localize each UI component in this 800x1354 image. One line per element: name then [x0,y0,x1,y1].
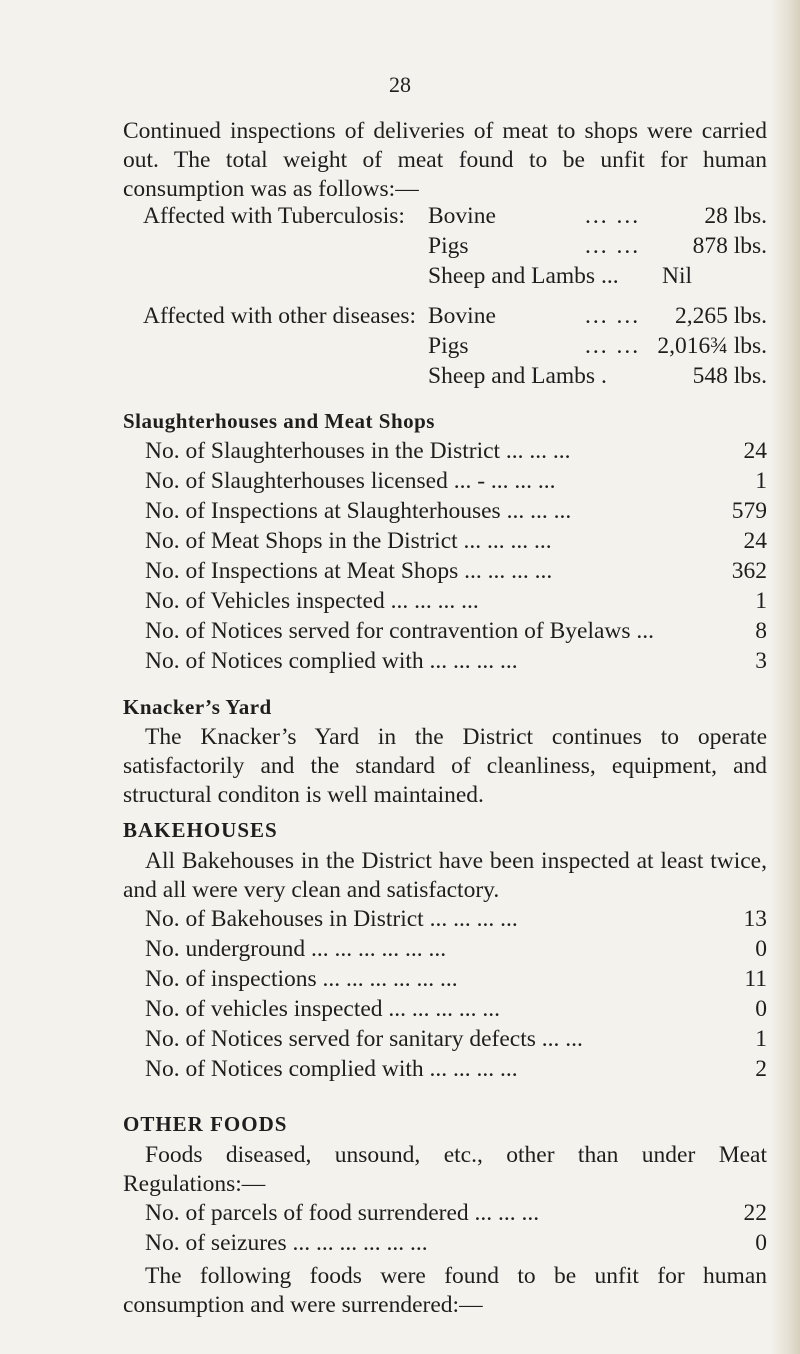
other-row-item: Bovine [428,303,496,329]
slaughter-row-label: No. of Notices complied with ... ... ... ... [145,648,518,674]
intro-text: Continued inspections of deliveries of meat to shops were carried out. The total weight of meat found to be unfit for human consumption was as follows:— [123,118,767,202]
other-row-dots: ... ... [585,303,641,329]
slaughter-row-value: 362 [731,558,767,584]
bakehouses-heading: BAKEHOUSES [123,818,278,842]
other-foods-heading: OTHER FOODS [123,1112,288,1136]
slaughter-row-label: No. of Vehicles inspected ... ... ... ... [145,588,479,614]
slaughter-row-value: 8 [755,618,767,644]
bakehouse-row-label: No. of vehicles inspected ... ... ... ... ... [145,996,501,1022]
slaughter-row-value: 3 [755,648,767,674]
bakehouse-row-value: 11 [744,966,767,992]
other-row-item: Sheep and Lambs . [428,363,607,389]
bakehouses-paragraph: All Bakehouses in the District have been inspected at least twice, and all were very clean and satisfactory. [123,848,767,903]
slaughter-row-label: No. of Slaughterhouses in the District ... ... ... [145,438,571,464]
slaughter-row-label: No. of Inspections at Meat Shops ... ... ... ... [145,558,553,584]
slaughter-row-label: No. of Notices served for contravention of Byelaws ... [145,618,655,644]
page-edge-shadow [770,0,800,1354]
tb-row-value: 878 lbs. [692,233,767,259]
tb-row-item: Sheep and Lambs ... [428,263,619,289]
bakehouse-row-label: No. of Notices complied with ... ... ... ... [145,1056,518,1082]
slaughter-row-value: 24 [743,438,767,464]
slaughter-row-value: 579 [731,498,767,524]
bakehouse-row-value: 0 [755,996,767,1022]
slaughterhouses-heading: Slaughterhouses and Meat Shops [123,409,435,433]
tb-row-item: Bovine [428,203,496,229]
tb-row-dots: ... ... [585,233,641,259]
slaughter-row-label: No. of Inspections at Slaughterhouses ... ... ... [145,498,572,524]
other-row-value: 548 lbs. [692,363,767,389]
other-foods-row-value: 0 [755,1230,767,1256]
tb-row-dots: ... ... [585,203,641,229]
slaughter-row-value: 1 [755,468,767,494]
bakehouse-row-label: No. of Bakehouses in District ... ... ... ... [145,906,518,932]
slaughter-row-label: No. of Slaughterhouses licensed ... - ... ... ... [145,468,556,494]
other-foods-row-value: 22 [743,1200,767,1226]
other-row-dots: ... ... [585,333,641,359]
other-foods-row-label: No. of parcels of food surrendered ... ... ... [145,1200,540,1226]
bakehouse-row-value: 2 [755,1056,767,1082]
knackers-yard-paragraph: The Knacker’s Yard in the District continues to operate satisfactorily and the standard of cleanliness, equipment, and structural conditon is well maintained. [123,724,767,808]
intro-paragraph [123,117,767,204]
bakehouse-row-value: 1 [755,1026,767,1052]
bakehouse-row-label: No. of Notices served for sanitary defects ... ... [145,1026,583,1052]
tb-row-value: 28 lbs. [704,203,767,229]
other-diseases-label: Affected with other diseases: [143,303,416,329]
slaughter-row-value: 1 [755,588,767,614]
tb-row-value: Nil [662,263,693,289]
bakehouse-row-value: 13 [743,906,767,932]
page-number: 28 [389,72,411,97]
bakehouse-row-label: No. of inspections ... ... ... ... ... ... [145,966,458,992]
tb-row-item: Pigs [428,233,469,259]
slaughter-row-value: 24 [743,528,767,554]
other-foods-closing: The following foods were found to be unfit for human consumption and were surrendered:— [123,1263,767,1318]
tuberculosis-label: Affected with Tuberculosis: [143,203,405,229]
other-foods-paragraph: Foods diseased, unsound, etc., other than under Meat Regulations:— [123,1142,767,1197]
knackers-yard-heading: Knacker’s Yard [123,695,272,719]
other-row-value: 2,016¾ lbs. [657,333,767,359]
other-foods-row-label: No. of seizures ... ... ... ... ... ... [145,1230,428,1256]
slaughter-row-label: No. of Meat Shops in the District ... ... ... ... [145,528,552,554]
bakehouse-row-label: No. underground ... ... ... ... ... ... [145,936,447,962]
bakehouse-row-value: 0 [755,936,767,962]
other-row-value: 2,265 lbs. [674,303,767,329]
other-row-item: Pigs [428,333,469,359]
